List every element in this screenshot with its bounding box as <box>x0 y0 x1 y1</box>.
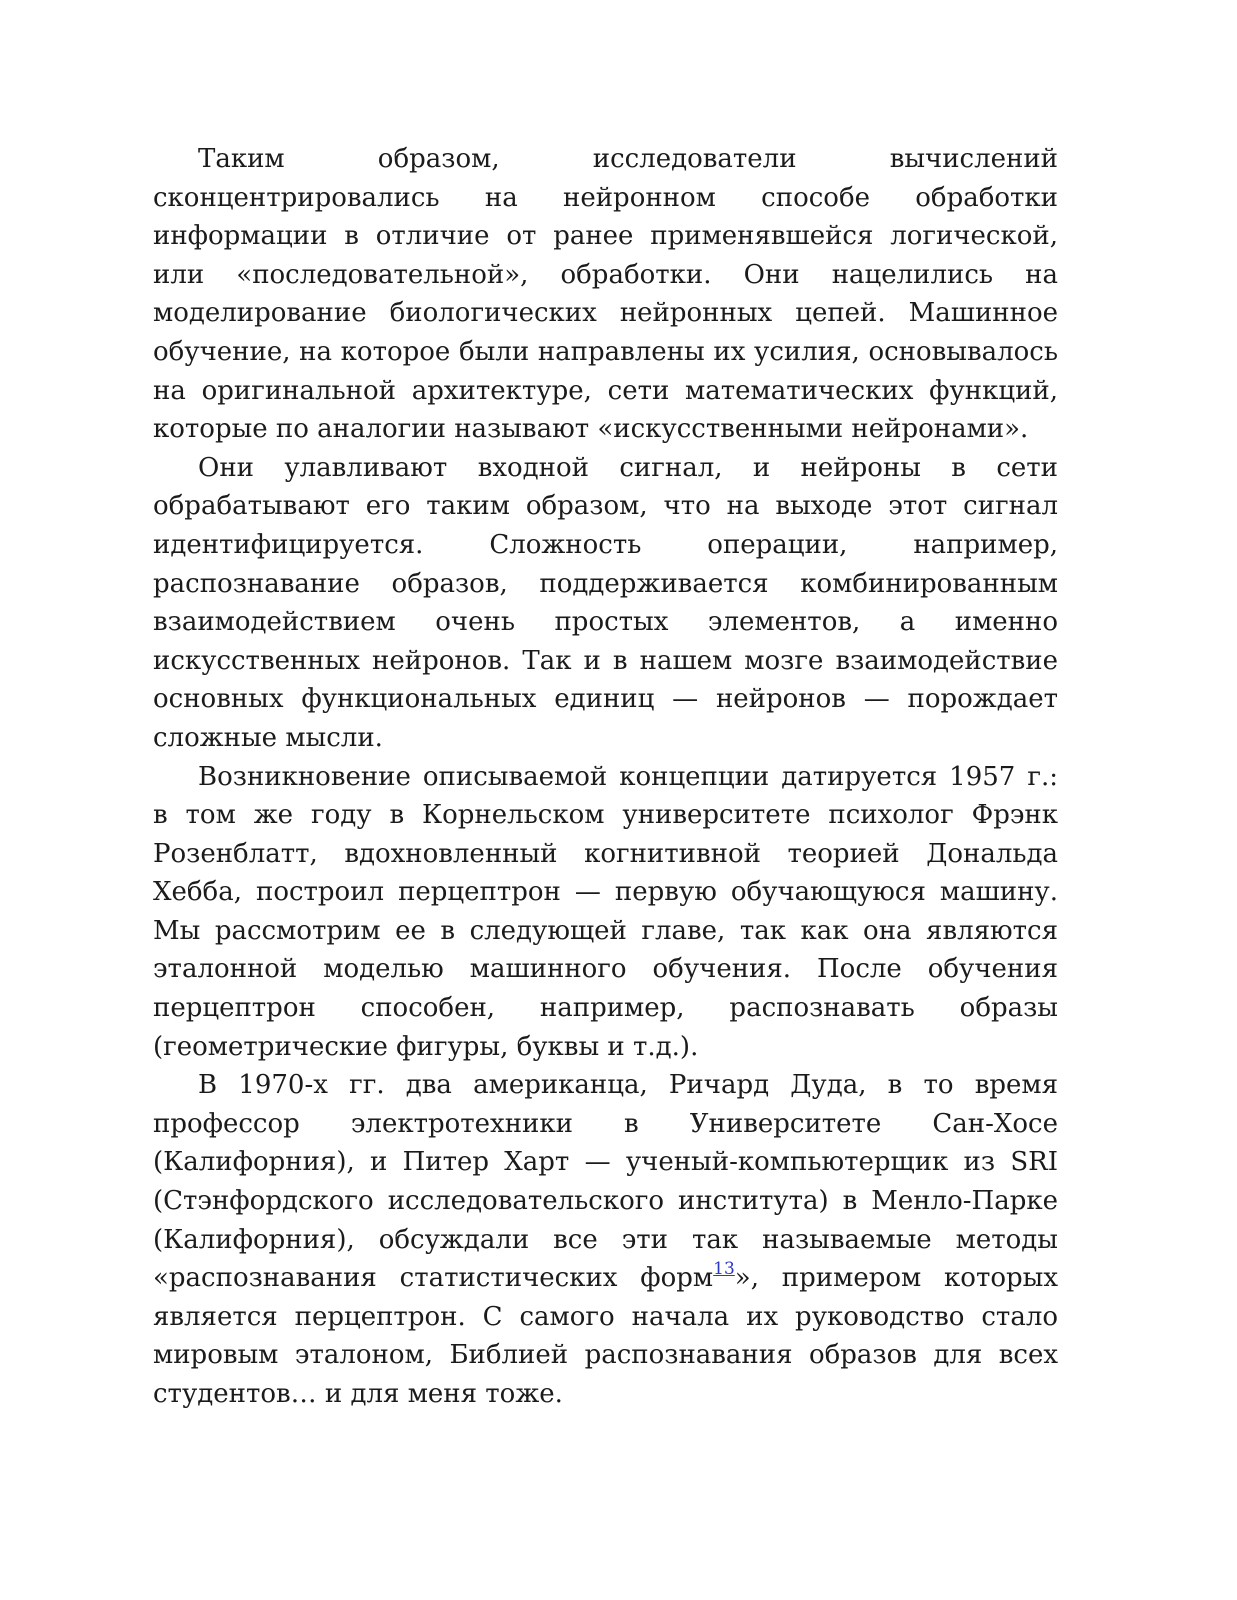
paragraph-4 <box>153 1066 1058 1413</box>
document-page <box>153 140 1058 1414</box>
footnote-link-13[interactable]: 13 <box>713 1259 735 1280</box>
paragraph-4-text-after: », примером которых является перцептрон. С самого начала их руководство стало мировым эталоном, Библией распознавания образов для всех студентов… и для меня тоже. <box>153 1263 1058 1409</box>
paragraph-3: Возникновение описываемой концепции датируется 1957 г.: в том же году в Корнельском университете психолог Фрэнк Розенблатт, вдохновленный когнитивной теорией Дональда Хебба, построил перцептрон — первую обучающуюся машину. Мы рассмотрим ее в следующей главе, так как она являются эталонной моделью машинного обучения. После обучения перцептрон способен, например, распознавать образы (геометрические фигуры, буквы и т.д.). <box>153 761 1058 1062</box>
paragraph-2: Они улавливают входной сигнал, и нейроны в сети обрабатывают его таким образом, что на выходе этот сигнал идентифицируется. Сложность операции, например, распознавание образов, поддерживается комбинированным взаимодействием очень простых элементов, а именно искусственных нейронов. Так и в нашем мозге взаимодействие основных функциональных единиц — нейронов — порождает сложные мысли. <box>153 452 1058 753</box>
paragraph-1: Таким образом, исследователи вычислений сконцентрировались на нейронном способе обработки информации в отличие от ранее применявшейся логической, или «последовательной», обработки. Они нацелились на моделирование биологических нейронных цепей. Машинное обучение, на которое были направлены их усилия, основывалось на оригинальной архитектуре, сети математических функций, которые по аналогии называют «искусственными нейронами». <box>153 144 1058 445</box>
paragraph-4-text-before: В 1970-х гг. два американца, Ричард Дуда, в то время профессор электротехники в Университете Сан-Хосе (Калифорния), и Питер Харт — ученый-компьютерщик из SRI (Стэнфордского исследовательского института) в Менло-Парке (Калифорния), обсуждали все эти так называемые методы «распознавания статистических форм <box>153 1070 1058 1294</box>
